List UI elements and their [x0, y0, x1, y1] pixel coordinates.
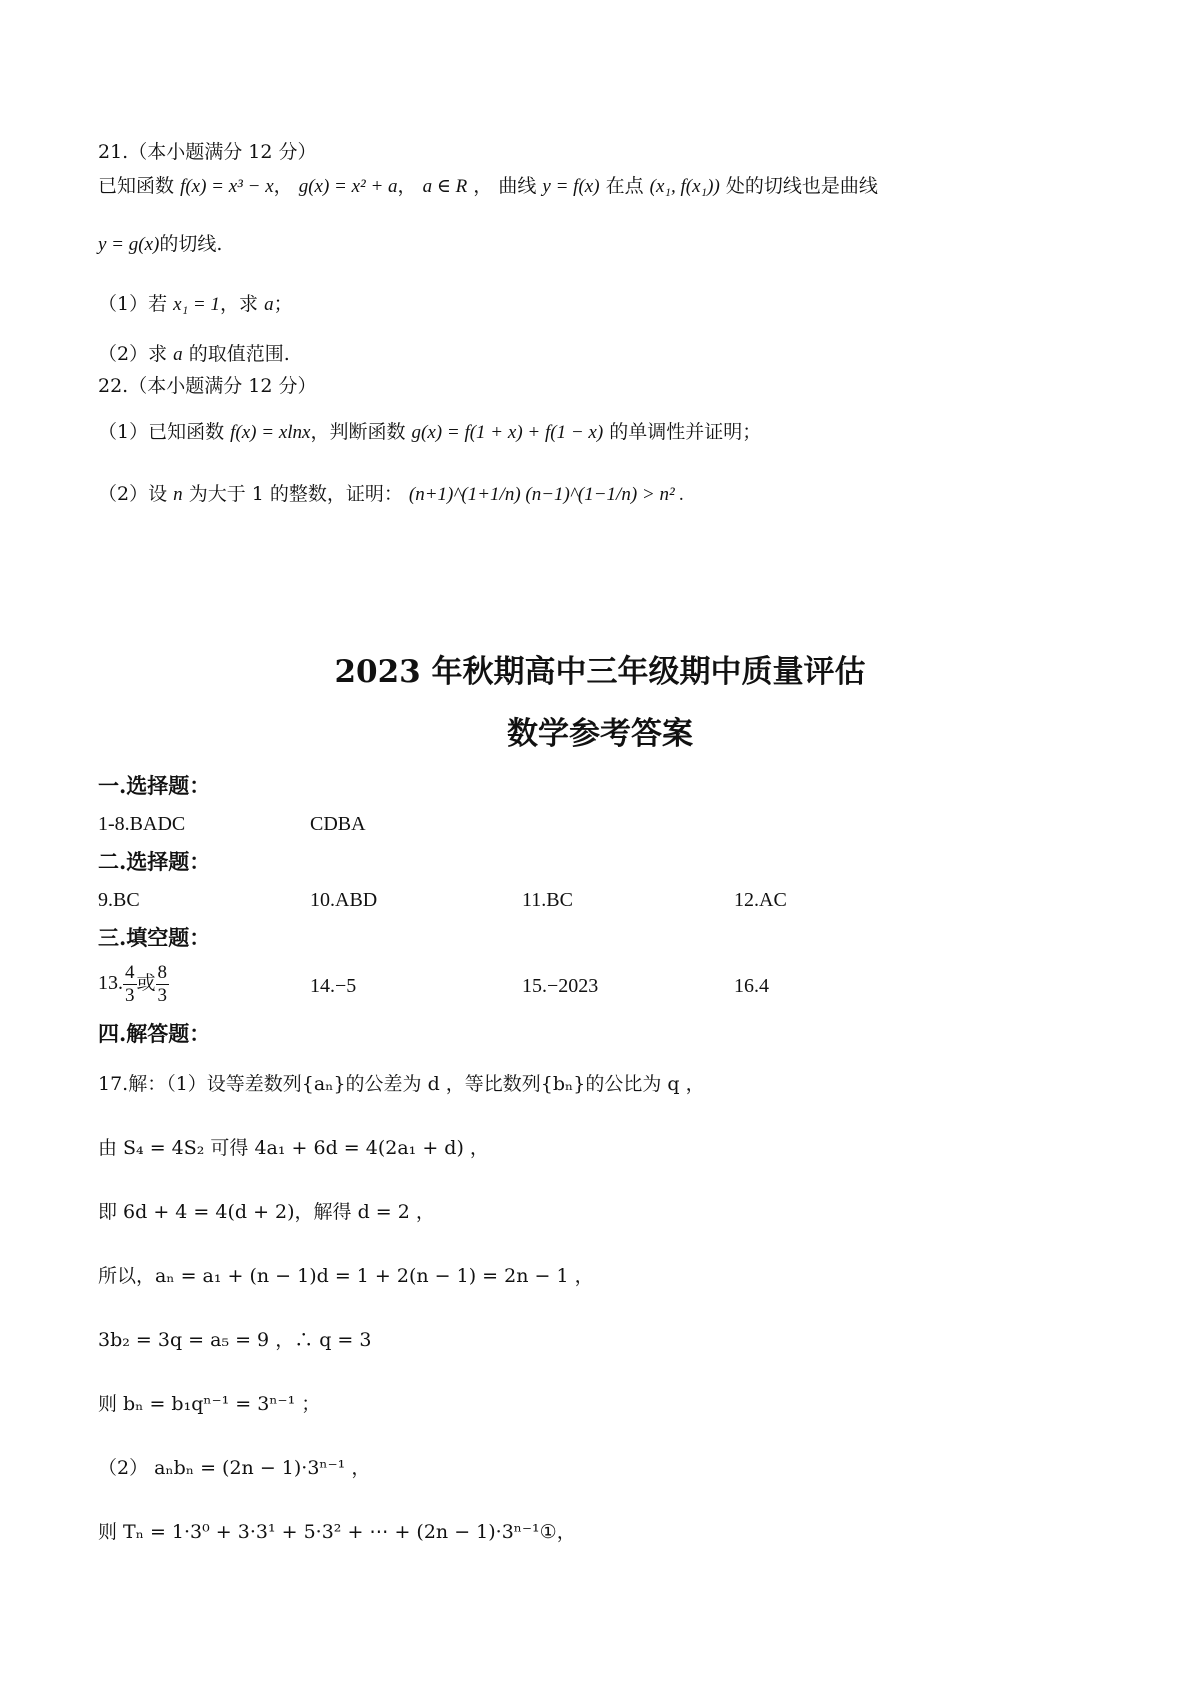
solution-line: 17.解：（1）设等差数列{aₙ}的公差为 d ，等比数列{bₙ}的公比为 q ， [98, 1073, 705, 1095]
fraction: $\frac{8}{3}$ [157, 962, 168, 1006]
q22-inequality: (n+1)^(1+1/n) (n−1)^(1−1/n) > n² . [408, 484, 685, 505]
q21-curve-f: y = f(x) [542, 176, 600, 197]
q21-curve-g: y = g(x) [98, 234, 160, 255]
q21-part1: （1）若 x₁ = 1，求 a； [98, 293, 293, 315]
q22-part1: （1）已知函数 f(x) = xlnx，判断函数 g(x) = f(1 + x) + f(1 − x) 的单调性并证明； [98, 421, 762, 443]
section2-item: 11.BC [522, 889, 573, 911]
answer-title: 2023 年秋期高中三年级期中质量评估 [334, 654, 866, 690]
solution-line: 则 Tₙ = 1·3⁰ + 3·3¹ + 5·3² + ⋯ + (2n − 1)·3ⁿ⁻¹①， [98, 1521, 576, 1543]
section1-item: 1-8.BADC [98, 813, 186, 835]
section3-item: 15.−2023 [522, 975, 599, 997]
fraction: $\frac{4}{3}$ [125, 962, 135, 1006]
section2-label: 二.选择题： [98, 849, 211, 874]
section3-item: 16.4 [734, 975, 769, 997]
q21-f-def: f(x) = x³ − x [180, 176, 274, 197]
solution-line: 则 bₙ = b₁qⁿ⁻¹ = 3ⁿ⁻¹ ； [98, 1393, 321, 1415]
section2-item: 9.BC [98, 889, 140, 911]
solution-line: 所以，aₙ = a₁ + (n − 1)d = 1 + 2(n − 1) = 2n − 1 ， [98, 1265, 594, 1287]
q22-part2: （2）设 n 为大于 1 的整数，证明： (n+1)^(1+1/n) (n−1)^(1−1/n) > n² . [98, 483, 685, 505]
section1-item: CDBA [310, 813, 366, 835]
q21-g-def: g(x) = x² + a [298, 176, 398, 197]
section4-label: 四.解答题： [98, 1021, 211, 1046]
section1-label: 一.选择题： [98, 773, 211, 798]
q21-a-in-r: a ∈ R [422, 176, 468, 197]
q22-header: 22.（本小题满分 12 分） [98, 375, 317, 397]
q21-point: (x₁, f(x₁)) [649, 176, 720, 197]
q21-stem-line2: y = g(x)的切线. [98, 233, 223, 255]
answer-subtitle: 数学参考答案 [507, 716, 693, 752]
solution-line: 3b₂ = 3q = a₅ = 9 ，∴ q = 3 [98, 1329, 372, 1351]
solution-line: （2） aₙbₙ = (2n − 1)·3ⁿ⁻¹ ， [98, 1457, 371, 1479]
q21-stem-line1: 已知函数 f(x) = x³ − x， g(x) = x² + a， a ∈ R ， 曲线 y = f(x) 在点 (x₁, f(x₁)) 处的切线也是曲线 [98, 175, 878, 197]
section3-item13: 13. $\frac{4}{3}$ 或 $\frac{8}{3}$ [98, 962, 168, 1006]
section2-item: 12.AC [734, 889, 787, 911]
q21-part2: （2）求 a 的取值范围. [98, 343, 290, 365]
section2-item: 10.ABD [310, 889, 378, 911]
section3-label: 三.填空题： [98, 925, 211, 950]
section3-item: 14.−5 [310, 975, 357, 997]
solution-line: 由 S₄ = 4S₂ 可得 4a₁ + 6d = 4(2a₁ + d) ， [98, 1137, 489, 1159]
q21-header: 21.（本小题满分 12 分） [98, 141, 317, 163]
solution-line: 即 6d + 4 = 4(d + 2)，解得 d = 2 ， [98, 1201, 435, 1223]
